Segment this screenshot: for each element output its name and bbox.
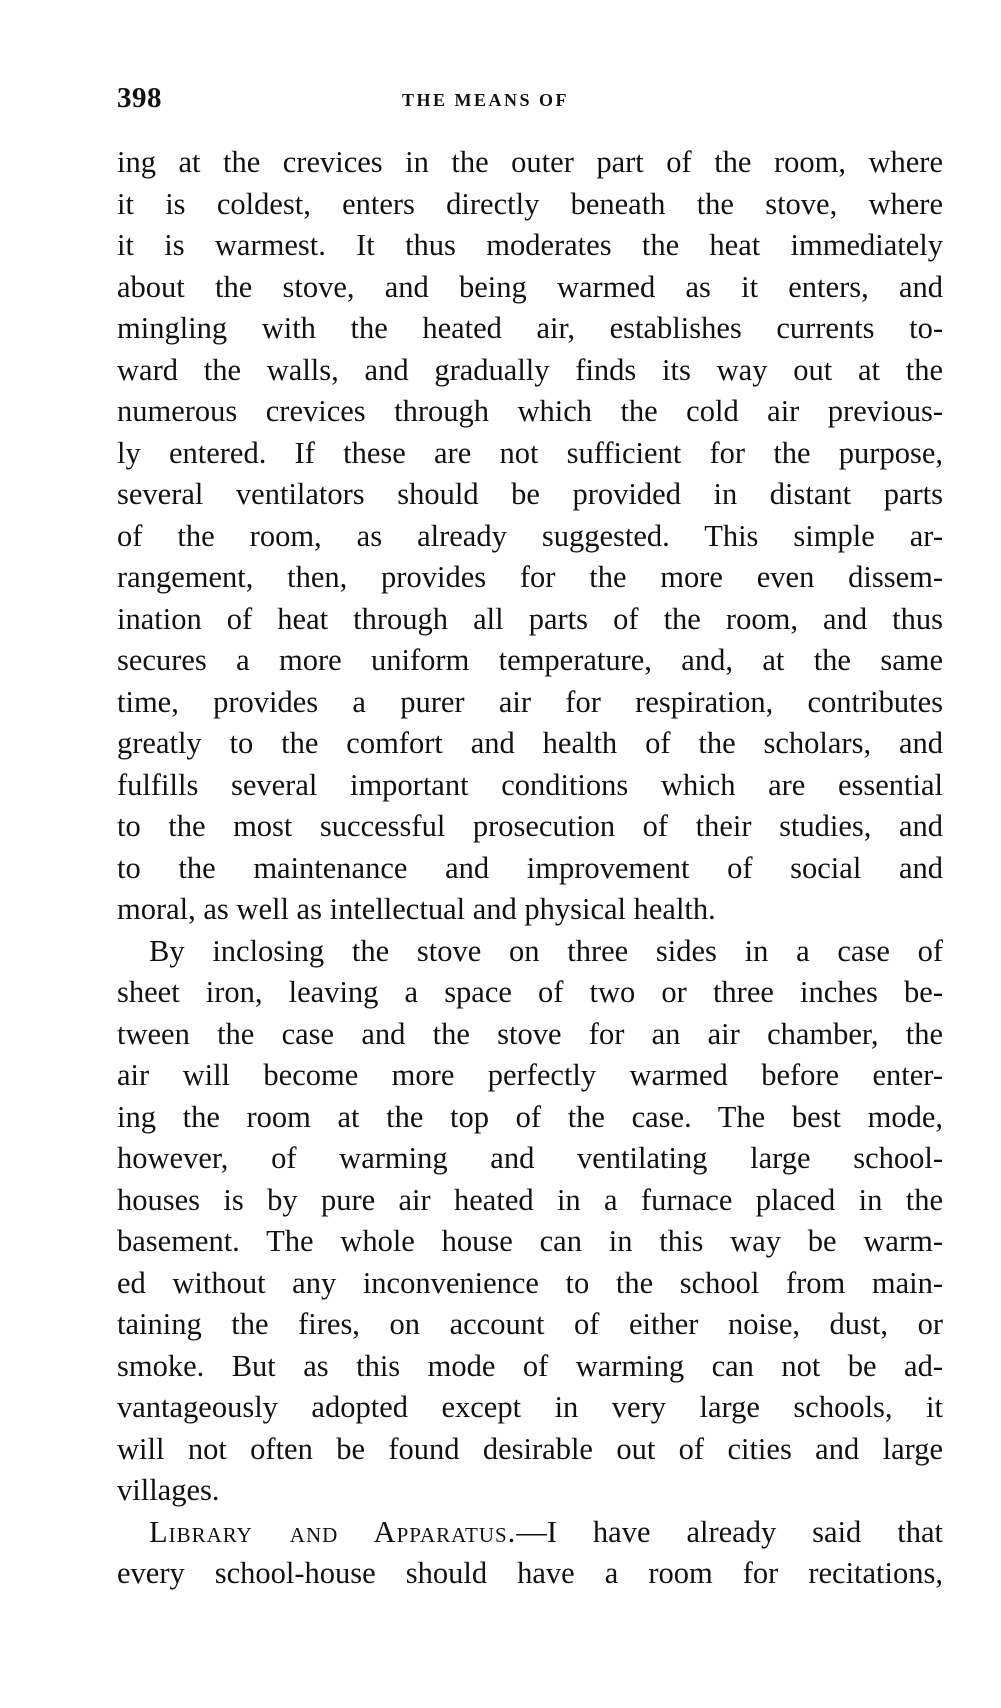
text-line: every school-house should have a room for recitations, bbox=[117, 1556, 943, 1590]
section-first-line-text: —I have already said that bbox=[516, 1514, 943, 1549]
text-line: sheet iron, leaving a space of two or three inches be- bbox=[117, 975, 943, 1009]
text-line: villages. bbox=[117, 1473, 220, 1507]
text-line: ing at the crevices in the outer part of the room, where bbox=[117, 145, 943, 179]
text-line: tween the case and the stove for an air chamber, the bbox=[117, 1016, 943, 1051]
text-line: of the room, as already suggested. This simple ar- bbox=[117, 518, 943, 553]
text-line: time, provides a purer air for respiration, contributes bbox=[117, 684, 943, 719]
text-line: taining the fires, on account of either noise, dust, or bbox=[117, 1307, 943, 1341]
running-head: THE MEANS OF bbox=[402, 90, 570, 110]
text-line: will not often be found desirable out of cities and large bbox=[117, 1431, 943, 1466]
text-line: ly entered. If these are not sufficient for the purpose, bbox=[117, 435, 943, 470]
text-line: ination of heat through all parts of the room, and thus bbox=[117, 601, 943, 636]
text-line: ed without any inconvenience to the school from main- bbox=[117, 1265, 943, 1300]
text-line: ward the walls, and gradually finds its way out at the bbox=[117, 352, 943, 387]
text-line: greatly to the comfort and health of the scholars, and bbox=[117, 726, 943, 760]
text-line: moral, as well as intellectual and physical health. bbox=[117, 892, 716, 926]
text-line: ing the room at the top of the case. The best mode, bbox=[117, 1099, 943, 1134]
text-line: numerous crevices through which the cold air previous- bbox=[117, 394, 943, 428]
paragraph-first-line: By inclosing the stove on three sides in a case of bbox=[149, 933, 943, 968]
text-line: smoke. But as this mode of warming can not be ad- bbox=[117, 1348, 943, 1383]
text-line: several ventilators should be provided in distant parts bbox=[117, 477, 943, 511]
text-line: it is warmest. It thus moderates the heat immediately bbox=[117, 228, 943, 262]
text-line: houses is by pure air heated in a furnace placed in the bbox=[117, 1182, 943, 1217]
text-line: about the stove, and being warmed as it enters, and bbox=[117, 269, 943, 304]
text-line: air will become more perfectly warmed before enter- bbox=[117, 1058, 943, 1092]
text-line: to the most successful prosecution of their studies, and bbox=[117, 809, 943, 843]
page-number: 398 bbox=[117, 82, 162, 114]
text-line: to the maintenance and improvement of social and bbox=[117, 850, 943, 885]
text-line: basement. The whole house can in this way be warm- bbox=[117, 1224, 943, 1258]
section-first-line bbox=[117, 1512, 943, 1554]
section-heading: Library and Apparatus. bbox=[149, 1514, 517, 1549]
page-header bbox=[117, 82, 943, 118]
text-line: it is coldest, enters directly beneath the stove, where bbox=[117, 186, 943, 221]
text-line: mingling with the heated air, establishes currents to- bbox=[117, 311, 943, 345]
text-line: fulfills several important conditions which are essential bbox=[117, 767, 943, 802]
text-line: vantageously adopted except in very large schools, it bbox=[117, 1390, 943, 1424]
text-line: secures a more uniform temperature, and, at the same bbox=[117, 643, 943, 677]
body-text bbox=[117, 142, 943, 1595]
text-line: however, of warming and ventilating large school- bbox=[117, 1141, 943, 1175]
text-line: rangement, then, provides for the more even dissem- bbox=[117, 560, 943, 594]
